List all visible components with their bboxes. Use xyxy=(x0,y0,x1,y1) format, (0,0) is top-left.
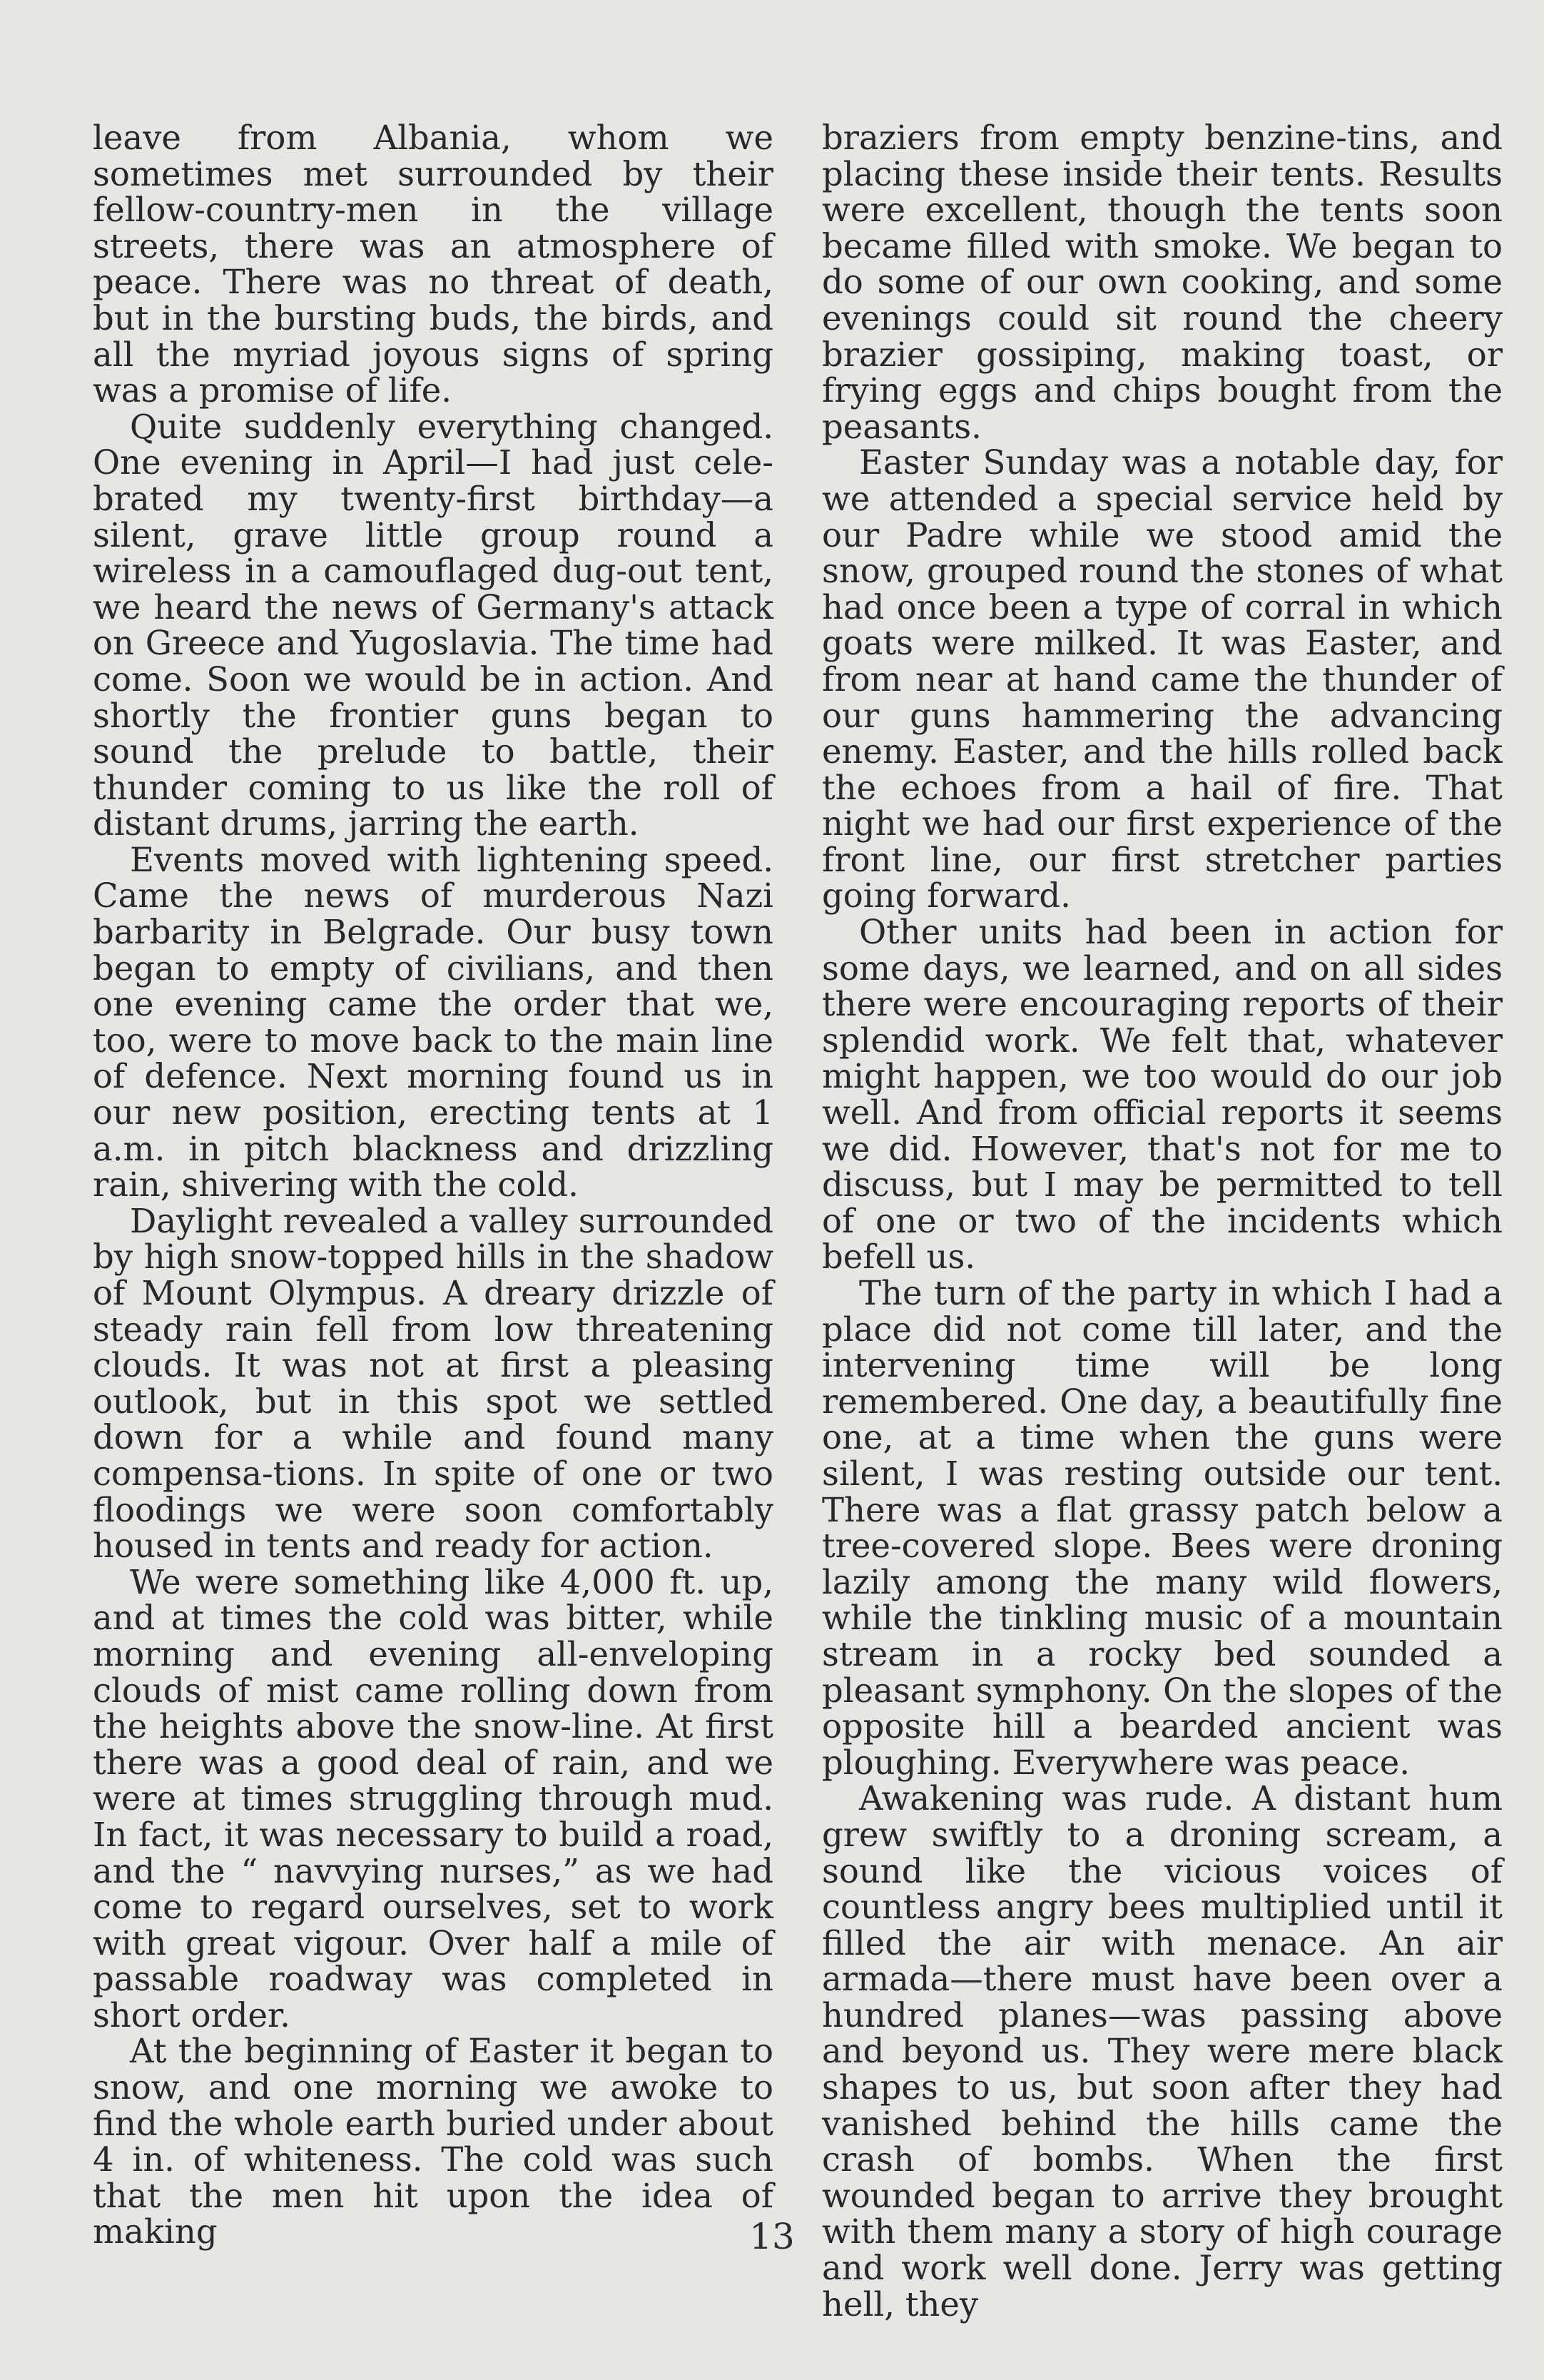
paragraph: We were something like 4,000 ft. up, and at times the cold was bitter, while morning and evening all-enveloping clouds of mist came rolling down from the heights above the snow-line. At first there was a good deal of rain, and we were at times struggling through mud. In fact, it was necessary to build a road, and the “ navvying nurses,” as we had come to regard ourselves, set to work with great vigour. Over half a mile of passable roadway was completed in short order. xyxy=(93,1562,773,2035)
right-column xyxy=(822,120,1503,2322)
paragraph: braziers from empty benzine-tins, and placing these inside their tents. Results were excellent, though the tents soon became filled with smoke. We began to do some of our own cooking, and some evenings could sit round the cheery brazier gossiping, making toast, or frying eggs and chips bought from the peasants. xyxy=(822,118,1503,446)
paragraph: Daylight revealed a valley surrounded by high snow-topped hills in the shadow of Mount Olympus. A dreary drizzle of steady rain fell from low threatening clouds. It was not at first a pleasing outlook, but in this spot we settled down for a while and found many compensa-tions. In spite of one or two floodings we were soon comfortably housed in tents and ready for action. xyxy=(93,1201,773,1566)
paragraph: Quite suddenly everything changed. One evening in April—I had just cele-brated my twenty-first birthday—a silent, grave little group round a wireless in a camouflaged dug-out tent, we heard the news of Germany's attack on Greece and Yugoslavia. The time had come. Soon we would be in action. And shortly the frontier guns began to sound the prelude to battle, their thunder coming to us like the roll of distant drums, jarring the earth. xyxy=(93,407,773,844)
paragraph: Easter Sunday was a notable day, for we attended a special service held by our Padre while we stood amid the snow, grouped round the stones of what had once been a type of corral in which goats were milked. It was Easter, and from near at hand came the thunder of our guns hammering the advancing enemy. Easter, and the hills rolled back the echoes from a hail of fire. That night we had our first experience of the front line, our first stretcher parties going forward. xyxy=(822,443,1503,916)
left-column xyxy=(93,120,773,2250)
paragraph: Other units had been in action for some days, we learned, and on all sides there were encouraging reports of their splendid work. We felt that, whatever might happen, we too would do our job well. And from official reports it seems we did. However, that's not for me to discuss, but I may be permitted to tell of one or two of the incidents which befell us. xyxy=(822,913,1503,1277)
paragraph: Awakening was rude. A distant hum grew swiftly to a droning scream, a sound like the vicious voices of countless angry bees multiplied until it filled the air with menace. An air armada—there must have been over a hundred planes—was passing above and beyond us. They were mere black shapes to us, but soon after they had vanished behind the hills came the crash of bombs. When the first wounded began to arrive they brought with them many a story of high courage and work well done. Jerry was getting hell, they xyxy=(822,1779,1503,2324)
paragraph: Events moved with lightening speed. Came the news of murderous Nazi barbarity in Belgrade. Our busy town began to empty of civilians, and then one evening came the order that we, too, were to move back to the main line of defence. Next morning found us in our new position, erecting tents at 1 a.m. in pitch blackness and drizzling rain, shivering with the cold. xyxy=(93,840,773,1205)
paragraph: leave from Albania, whom we sometimes met surrounded by their fellow-country-men in the village streets, there was an atmosphere of peace. There was no threat of death, but in the bursting buds, the birds, and all the myriad joyous signs of spring was a promise of life. xyxy=(93,118,773,410)
paragraph: The turn of the party in which I had a place did not come till later, and the intervening time will be long remembered. One day, a beautifully fine one, at a time when the guns were silent, I was resting outside our tent. There was a flat grassy patch below a tree-covered slope. Bees were droning lazily among the many wild flowers, while the tinkling music of a mountain stream in a rocky bed sounded a pleasant symphony. On the slopes of the opposite hill a bearded ancient was ploughing. Everywhere was peace. xyxy=(822,1274,1503,1782)
page-number: 13 xyxy=(749,2216,795,2257)
paragraph: At the beginning of Easter it began to snow, and one morning we awoke to find the whole earth buried under about 4 in. of whiteness. The cold was such that the men hit upon the idea of making xyxy=(93,2032,773,2252)
